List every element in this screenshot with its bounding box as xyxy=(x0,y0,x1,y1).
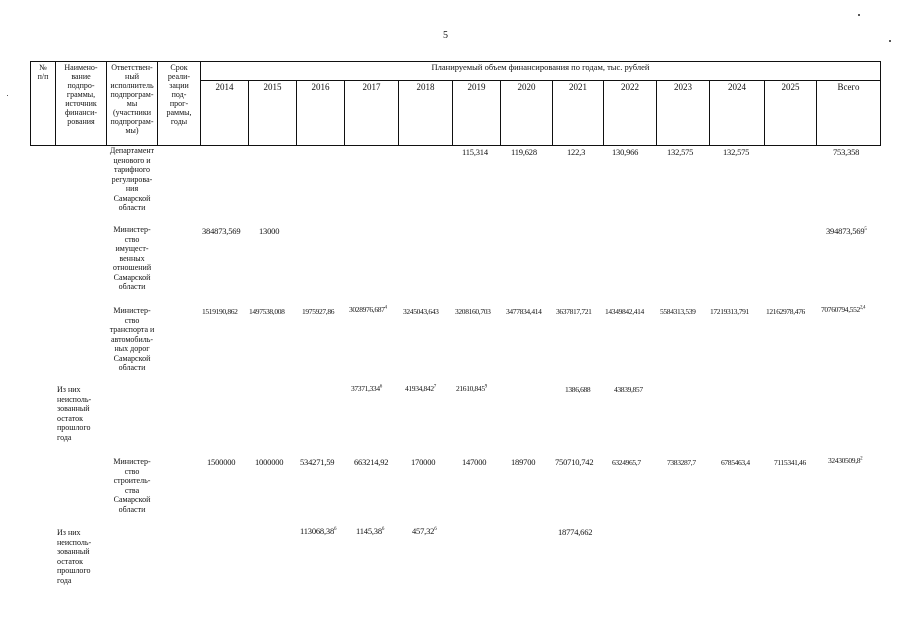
value-cell-total: 394873,569$^5$ xyxy=(826,226,867,236)
responsible-name: Департамент ценового и тарифного регулирова- ния Самарской области xyxy=(109,146,155,212)
value-cell: 7383287,7 xyxy=(667,458,696,467)
value-cell: 750710,742 xyxy=(555,457,594,467)
source-name: Из них неисполь- зованный остаток прошлого года xyxy=(57,528,92,585)
header-year: 2014 xyxy=(215,82,234,92)
value-cell: 457,32$^6$ xyxy=(412,526,437,536)
value-cell: 1386,688 xyxy=(565,385,591,394)
value-cell: 1497538,008 xyxy=(249,307,285,316)
value-cell: 43839,857 xyxy=(614,385,643,394)
header-year: 2016 xyxy=(311,82,330,92)
header-year: 2023 xyxy=(674,82,692,92)
value-cell: 6785463,4 xyxy=(721,458,750,467)
header-year: 2025 xyxy=(781,82,800,92)
value-cell: 534271,59 xyxy=(300,457,335,467)
header-year: 2022 xyxy=(621,82,639,92)
header-planned-title: Планируемый объем финансирования по годам, тыс. рублей xyxy=(431,62,650,72)
value-cell: 5584313,539 xyxy=(660,307,696,316)
header-year: 2024 xyxy=(728,82,746,92)
value-cell: 41934,842$^7$ xyxy=(405,384,436,393)
header-year: 2017 xyxy=(362,82,381,92)
value-cell: 115,314 xyxy=(462,147,488,157)
value-cell: 12162978,476 xyxy=(766,307,805,316)
header-year: 2015 xyxy=(263,82,282,92)
responsible-name: Министер- ство транспорта и автомобиль- ных дорог Самарской области xyxy=(109,306,155,372)
value-cell: 6324965,7 xyxy=(612,458,641,467)
header-year: 2020 xyxy=(517,82,536,92)
value-cell: 663214,92 xyxy=(354,457,389,467)
header-col-name: Наимено- вание подпро- граммы, источник финанси- рования xyxy=(64,63,98,126)
scan-speck xyxy=(858,14,860,16)
scan-speck xyxy=(7,95,8,96)
header-col-term: Срок реали- зации под- прог- раммы, годы xyxy=(166,63,192,126)
header-col-number: № п/п xyxy=(37,63,49,81)
value-cell: 1000000 xyxy=(255,457,284,467)
value-cell: 132,575 xyxy=(723,147,750,157)
value-cell: 122,3 xyxy=(567,147,586,157)
responsible-name: Министер- ство строитель- ства Самарской области xyxy=(113,457,151,514)
value-cell-total: 753,358 xyxy=(833,147,860,157)
header-col-responsible: Ответствен- ный исполнитель подпрограм- мы (участники подпрограм- мы) xyxy=(110,63,154,135)
header-year: 2021 xyxy=(569,82,587,92)
header-year: 2019 xyxy=(467,82,486,92)
value-cell: 119,628 xyxy=(511,147,537,157)
scan-speck xyxy=(889,40,891,42)
value-cell: 1519190,862 xyxy=(202,307,238,316)
value-cell: 1500000 xyxy=(207,457,236,467)
header-year: 2018 xyxy=(416,82,435,92)
value-cell: 3245043,643 xyxy=(403,307,439,316)
value-cell: 37371,334$^6$ xyxy=(351,384,382,393)
value-cell: 3208160,703 xyxy=(455,307,491,316)
value-cell: 147000 xyxy=(462,457,487,467)
value-cell: 3028976,687$^4$ xyxy=(349,305,387,314)
page-number: 5 xyxy=(443,30,448,41)
value-cell-total: 32430509,8$^2$ xyxy=(828,456,863,465)
value-cell: 132,575 xyxy=(667,147,694,157)
value-cell: 18774,662 xyxy=(558,527,593,537)
value-cell: 113068,38$^6$ xyxy=(300,526,337,536)
header-year-total: Всего xyxy=(837,82,860,92)
value-cell: 1145,38$^6$ xyxy=(356,526,385,536)
value-cell: 21610,845$^9$ xyxy=(456,384,487,393)
value-cell-total: 70760794,552$^{2,4}$ xyxy=(821,305,866,314)
value-cell: 170000 xyxy=(411,457,436,467)
value-cell: 13000 xyxy=(259,226,280,236)
value-cell: 1975927,86 xyxy=(302,307,335,316)
value-cell: 384873,569 xyxy=(202,226,241,236)
value-cell: 3477834,414 xyxy=(506,307,542,316)
responsible-name: Министер- ство имущест- венных отношений Самарской области xyxy=(112,225,152,291)
value-cell: 3637817,721 xyxy=(556,307,592,316)
value-cell: 14349842,414 xyxy=(605,307,644,316)
value-cell: 189700 xyxy=(511,457,536,467)
value-cell: 17219313,791 xyxy=(710,307,749,316)
value-cell: 7115341,46 xyxy=(774,458,806,467)
source-name: Из них неисполь- зованный остаток прошлого года xyxy=(57,385,92,442)
value-cell: 130,966 xyxy=(612,147,639,157)
